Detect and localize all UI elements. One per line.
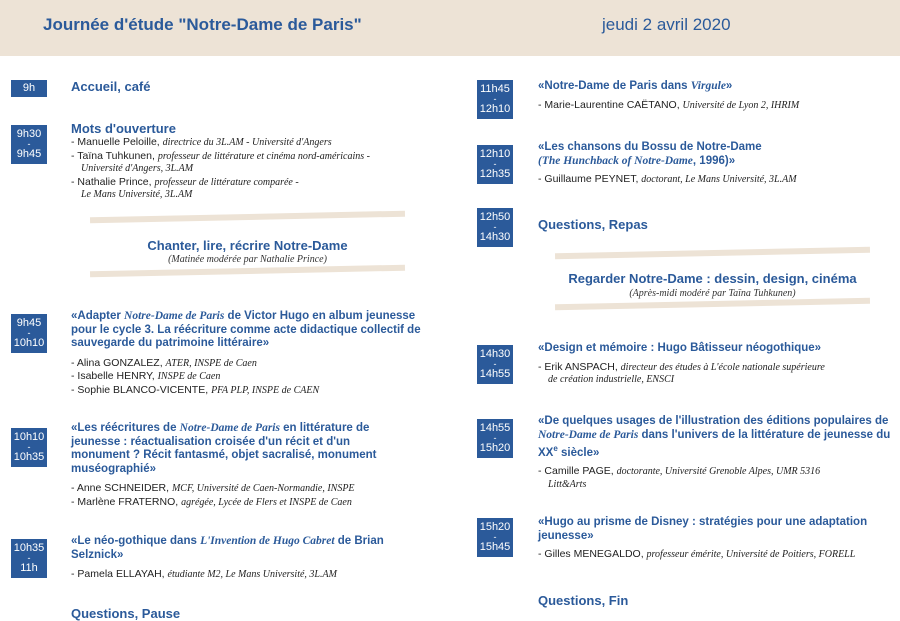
title-part: «De quelques usages de l'illustration des éditions populaires de (538, 415, 889, 427)
title-part: dans l'univers de la littérature de jeunesse du XX (538, 428, 891, 459)
speaker-line: - Marie-Laurentine CAËTANO, Université de Lyon 2, IHRIM (538, 98, 800, 111)
agenda-item-repas: Questions, Repas (538, 217, 648, 232)
speaker-affiliation: Litt&Arts (548, 478, 587, 490)
time-start: 12h10 (479, 148, 511, 160)
session-moderator: (Matinée modérée par Nathalie Prince) (168, 254, 327, 265)
session-title: Chanter, lire, récrire Notre-Dame (147, 238, 348, 253)
title-part: , 1996)» (692, 154, 736, 167)
speaker-affiliation: ATER, INSPE de Caen (165, 357, 257, 369)
speaker-affiliation: INSPE de Caen (157, 371, 221, 382)
speaker-name: Anne SCHNEIDER, (76, 482, 170, 494)
session-moderator: (Après-midi modéré par Taïna Tuhkunen) (629, 288, 796, 299)
time-badge (477, 80, 513, 119)
title-sup: e (553, 444, 558, 453)
time-badge (477, 145, 513, 184)
session-title: Regarder Notre-Dame : dessin, design, cinéma (568, 271, 857, 286)
agenda-item-accueil: Accueil, café (71, 79, 151, 94)
speaker-affiliation: professeur émérite, Université de Poitiers, FORELL (646, 549, 856, 560)
time-start: 9h45 (16, 317, 42, 329)
speaker-affiliation: Université d'Angers, 3L.AM (81, 163, 194, 174)
title-work: Notre-Dame de Paris (179, 422, 280, 434)
speaker-affiliation: de création industrielle, ENSCI (548, 374, 675, 385)
title-part: «Le néo-gothique dans (71, 535, 201, 547)
title-part: en littérature de jeunesse : réactualisation croisée d'un récit et d'un monument ? Récit fantasmé, objet sacralisé, monument muséographié» (71, 422, 377, 475)
talk-title (538, 415, 893, 460)
time-start: 11h45 (480, 83, 510, 95)
band-bar (555, 247, 870, 260)
speaker-name: Alina GONZALEZ, (76, 356, 163, 369)
time-separator: - (493, 94, 497, 104)
speaker-name: Pamela ELLAYAH, (77, 568, 165, 580)
speaker-line: - Gilles MENEGALDO, professeur émérite, Université de Poitiers, FORELL (538, 548, 856, 560)
event-date: jeudi 2 avril 2020 (602, 15, 731, 34)
speaker-line: - Isabelle HENRY, INSPE de Caen (71, 370, 221, 382)
speaker-name: Marlène FRATERNO, (77, 495, 179, 508)
title-part: siècle» (557, 446, 600, 459)
time-badge (11, 125, 47, 164)
agenda-item-talk3 (71, 535, 411, 582)
speaker-line: - Camille PAGE, doctorante, Université Grenoble Alpes, UMR 5316 Litt&Arts (538, 465, 893, 491)
speaker-name: Isabelle HENRY, (77, 370, 155, 382)
page-title: Journée d'étude "Notre-Dame de Paris" (43, 15, 362, 34)
time-separator: - (27, 553, 31, 563)
agenda-item-talk4 (538, 80, 888, 112)
time-badge (11, 539, 47, 578)
speaker-line: - Taïna Tuhkunen, professeur de littérature et cinéma nord-américains - Université d'Angers, 3L.AM (71, 150, 431, 176)
title-work: Virgule (690, 80, 726, 92)
agenda-item-talk1 (71, 310, 423, 397)
time-end: 14h55 (479, 368, 511, 380)
speaker-name: Nathalie Prince, (77, 175, 152, 188)
time-separator: - (27, 442, 31, 452)
speaker-line: - Pamela ELLAYAH, étudiante M2, Le Mans Université, 3L.AM (71, 568, 337, 580)
speaker-name: Camille PAGE, (544, 465, 614, 478)
time-separator: - (27, 328, 31, 338)
title-part: de Victor Hugo en album jeunesse pour le cycle 3. La réécriture comme acte didactique collectif de sauvegarde du patrimoine littéraire» (71, 310, 421, 349)
time-end: 12h10 (479, 103, 511, 115)
time-badge (477, 208, 513, 247)
title-part: «Les réécritures de (71, 422, 180, 434)
time-end: 11h (20, 562, 38, 574)
speaker-affiliation: Université de Lyon 2, IHRIM (682, 99, 800, 111)
time-start: 10h35 (13, 542, 45, 554)
time-badge (477, 518, 513, 557)
time-separator: - (493, 433, 497, 443)
time-separator: - (493, 159, 497, 169)
time-separator: - (493, 359, 497, 369)
speaker-name: Guillaume PEYNET, (544, 173, 639, 185)
speaker-line: - Manuelle Peloille, directrice du 3L.AM - Université d'Angers (71, 136, 332, 148)
speaker-name: Taïna Tuhkunen, (77, 149, 155, 162)
title-part: «Notre-Dame de Paris dans (538, 80, 691, 92)
speaker-name: Sophie BLANCO-VICENTE, (77, 383, 209, 396)
band-bar (90, 265, 405, 278)
time-end: 10h10 (13, 337, 45, 349)
speaker-affiliation: doctorante, Université Grenoble Alpes, UMR 5316 (616, 466, 821, 478)
agenda-item-talk6 (538, 342, 888, 387)
speaker-affiliation: professeur de littérature comparée - (154, 176, 299, 188)
time-end: 12h35 (479, 168, 511, 180)
time-end: 10h35 (13, 451, 45, 463)
speaker-line: - Erik ANSPACH, directeur des études à L'école nationale supérieure de création industrielle, ENSCI (538, 361, 888, 387)
speaker-affiliation: MCF, Université de Caen-Normandie, INSPE (171, 483, 355, 494)
item-title: Mots d'ouverture (71, 121, 176, 136)
speaker-affiliation: Le Mans Université, 3L.AM (81, 189, 193, 200)
speaker-line: - Guillaume PEYNET, doctorant, Le Mans Université, 3L.AM (538, 173, 797, 185)
header-band (0, 0, 900, 56)
speaker-name: Marie-Laurentine CAËTANO, (544, 98, 680, 111)
title-part: » (725, 80, 733, 92)
agenda-item-talk2 (71, 422, 411, 509)
time-badge (11, 80, 47, 97)
title-work: (The Hunchback of Notre-Dame (538, 154, 693, 167)
speaker-line: - Marlène FRATERNO, agrégée, Lycée de Flers et INSPE de Caen (71, 495, 352, 508)
speaker-line: - Sophie BLANCO-VICENTE, PFA PLP, INSPE de CAEN (71, 383, 320, 396)
speaker-line: - Alina GONZALEZ, ATER, INSPE de Caen (71, 356, 257, 369)
time-badge (11, 428, 47, 467)
title-work: L'Invention de Hugo Cabret (200, 535, 335, 547)
agenda-item-pause: Questions, Pause (71, 606, 181, 621)
time-end: 15h45 (479, 541, 511, 553)
title-work: Notre-Dame de Paris (538, 428, 639, 441)
speaker-affiliation: directeur des études à L'école nationale supérieure (620, 361, 825, 373)
speaker-line: - Nathalie Prince, professeur de littérature comparée - Le Mans Université, 3L.AM (71, 176, 431, 202)
time-end: 15h20 (479, 442, 511, 454)
time-badge (477, 345, 513, 384)
band-bar (90, 211, 405, 224)
title-part: «Les chansons du Bossu de Notre-Dame (538, 141, 762, 153)
time-start: 9h30 (16, 128, 42, 140)
session-band-afternoon (555, 248, 870, 310)
agenda-item-talk8 (538, 516, 893, 562)
talk-title (71, 422, 411, 476)
talk-title (538, 141, 888, 168)
agenda-item-talk5 (538, 141, 888, 187)
speaker-affiliation: professeur de littérature et cinéma nord-américains - (157, 150, 370, 162)
talk-title (538, 80, 888, 94)
talk-title: «Hugo au prisme de Disney : stratégies pour une adaptation jeunesse» (538, 516, 868, 542)
title-work: Notre-Dame de Paris (124, 310, 225, 322)
time-start: 14h30 (479, 348, 511, 360)
session-band-morning (90, 212, 405, 274)
time-separator: - (493, 532, 497, 542)
speaker-name: Erik ANSPACH, (544, 360, 618, 373)
talk-title: «Design et mémoire : Hugo Bâtisseur néogothique» (538, 342, 822, 354)
talk-title (71, 310, 423, 351)
time-start: 15h20 (479, 521, 511, 533)
time-start: 9h (22, 82, 36, 94)
speaker-affiliation: doctorant, Le Mans Université, 3L.AM (641, 174, 797, 185)
title-part: «Adapter (71, 310, 125, 322)
speaker-affiliation: étudiante M2, Le Mans Université, 3L.AM (167, 569, 337, 580)
time-start: 14h55 (479, 422, 511, 434)
speaker-name: Gilles MENEGALDO, (544, 548, 644, 560)
agenda-item-fin: Questions, Fin (538, 593, 629, 608)
time-separator: - (27, 139, 31, 149)
title-part: de Brian Selznick» (71, 535, 384, 561)
speaker-affiliation: directrice du 3L.AM - Université d'Angers (162, 137, 332, 148)
time-start: 12h50 (479, 211, 511, 223)
speaker-name: Manuelle Peloille, (77, 136, 160, 148)
time-separator: - (493, 222, 497, 232)
time-end: 14h30 (479, 231, 511, 243)
time-badge (11, 314, 47, 353)
talk-title (71, 535, 411, 562)
time-badge (477, 419, 513, 458)
speaker-line: - Anne SCHNEIDER, MCF, Université de Caen-Normandie, INSPE (71, 482, 355, 494)
speaker-affiliation: PFA PLP, INSPE de CAEN (211, 384, 320, 396)
agenda-item-talk7 (538, 415, 893, 491)
time-end: 9h45 (16, 148, 42, 160)
speaker-affiliation: agrégée, Lycée de Flers et INSPE de Caen (181, 496, 352, 508)
agenda-item-ouverture (71, 121, 431, 202)
time-start: 10h10 (13, 431, 45, 443)
